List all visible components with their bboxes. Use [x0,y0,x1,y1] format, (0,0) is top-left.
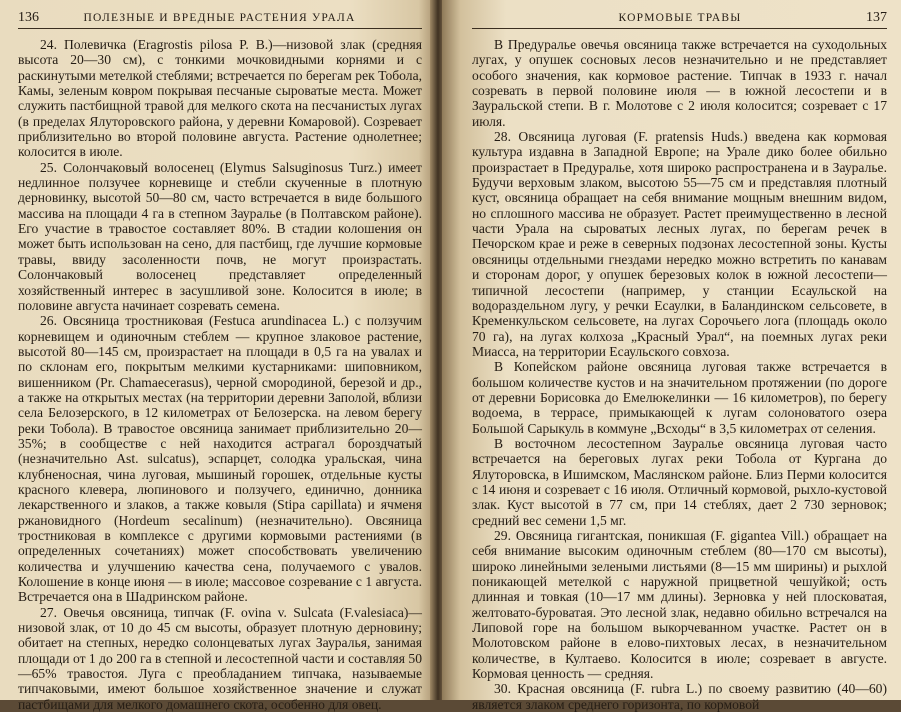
left-page-number: 136 [18,10,39,25]
paragraph-28-kopeysk: В Копейском районе овсяница луговая также встречается в большом количестве кустов и на значительном протяжении (по дороге от деревни Борисовка до Емелюкелинки — 16 километров), по берегу водоема, в террасе, примыкающей к лугам солоноватого озера Большой Сарыкуль в коммуне „Всходы“ в 3,5 километрах от селения. [472,359,887,436]
paragraph-30: 30. Красная овсяница (F. rubra L.) по своему развитию (40—60) является злаком среднего горизонта, по кормовой [472,681,887,712]
paragraph-27: 27. Овечья овсяница, типчак (F. ovina v. Sulcata (F.valesiaca)—низовой злак, от 10 до 45 см высоты, образует плотную дерновину; обитает на степных, нередко солонцеватых лугах Зауралья, занимая площади от 1 до 200 га в степной и лесостепной части и составляя 50—65% травостоя. Луга с преобладанием типчака, называемые типчаковыми, имеют большое хозяйственное значение и служат пастбищами для мелкого домашнего скота, особенно для овец. [18,604,422,712]
paragraph-25: 25. Солончаковый волосенец (Elymus Salsuginosus Turz.) имеет недлинное ползучее корневище и стебли скученные в плотную дерновинку, высотой 50—80 см, часто встречается в виде большого массива на площади 4 га в степном Зауралье (в Полтавском районе). Его участие в травостое составляет 80%. В стадии колошения он может быть использован на сено, для пастбищ, где лучшие кормовые травы, ввиду засоленности почв, не могут произрастать. Солончаковый волосенец представляет определенный хозяйственный интерес в засушливой зоне. Колосится в июле; в половине августа начинает созревать семена. [18,159,422,313]
left-running-head [18,10,422,29]
paragraph-28-east: В восточном лесостепном Зауралье овсяница луговая часто встречается на береговых лугах реки Тобола от Кургана до Ялуторовска, в Ишимском, Маслянском районе. Близ Перми колосится с 14 июня и созревает с 16 июля. Отличный кормовой, рыхло-кустовой злак. Куст высотой в 77 см, при 14 стеблях, дает 2 730 зерновок; средний вес семени 1,5 мг. [472,435,887,528]
left-page-body [18,37,422,712]
paragraph-29: 29. Овсяница гигантская, поникшая (F. gigantea Vill.) обращает на себя внимание высоким одиночным стеблем (80—170 см высоты), широко линейными зелеными листьями (8—15 мм ширины) и рыхлой поникающей метелкой с наружной прицветной чешуйкой; ость длинная и товкая (10—17 мм длины). Зерновка у ней плосковатая, желтовато-буроватая. Это лесной злак, недавно обильно встречался на Липовой горе на большом выкорчеванном участке. Растет он в Молотовском районе в елово-пихтовых лесах, в незначительном количестве, в Култаево. Колосится в июле; созревает в августе. Кормовая ценность — средняя. [472,528,887,682]
paragraph-24: 24. Полевичка (Eragrostis pilosa P. B.)—низовой злак (средняя высота 20—30 см), с тонкими мочковидными корнями и с раскинутыми метелкой стеблями; встречается по берегам рек Тобола, Камы, зеленым ковром покрывая песчаные сыроватые места. Может служить пастбищной травой для мелкого скота на песчанистых лугах (в пределах Ялуторовского района, у деревни Комаровой). Созревает приблизительно во второй половине августа. Растение однолетнее; колосится в июле. [18,37,422,160]
right-page [442,0,901,712]
right-page-number: 137 [866,10,887,25]
left-running-title: ПОЛЕЗНЫЕ И ВРЕДНЫЕ РАСТЕНИЯ УРАЛА [83,12,356,24]
paragraph-28: 28. Овсяница луговая (F. pratensis Huds.) введена как кормовая культура издавна в Западной Европе; на Урале дико более обильно произрастает в Предуралье, хотя широко распространена и в Зауралье. Будучи верховым злаком, высотою 55—75 см и представляя плотный куст, овсяница обращает на себя внимание мощным внешним видом, но сплошного массива не образует. Растет преимущественно в лесной части Урала на сыроватых лесных лугах, по берегам речек в Печорском крае и реже в северных подзонах лесостепной зоны. Кусты овсяницы отдельными гнездами нередко можно встретить по канавам и сторонам дорог, у опушек березовых колок в южной лесостепи—типичной лесостепи (например, у станции Есаульской на водораздельном лугу, у речки Есаулки, в Баландинском сельсовете, в Кременкульском сельсовете, на лугах Сорочьего лога (площадь около 70 га), на лугах колхоза „Красный Урал“, на поемных лугах реки Миасса, на территории Есаульского совхоза. [472,129,887,359]
paragraph-26: 26. Овсяница тростниковая (Festuca arundinacea L.) с ползучим корневищем и одиночным стеблем — крупное злаковое растение, высотой 80—145 см, произрастает на площади в 0,5 га на увалах и по склонам его, покрытым мелкими кустарниками: шиповником, вишенником (Pr. Chamaecerasus), черной смородиной, березой и др., а также на открытых местах (на территории деревни Заполой, вблизи села Белозерского, в 12 километрах от Белозерска. на левом берегу реки Тобола). В травостое овсяница занимает приблизительно 20—35%; в сообществе с ней находится астрагал бороздчатый (незначительно Ast. sulcatus), эспарцет, солодка уральская, чина клубненосная, чина луговая, мышиный горошек, отдельные кусты красного клевера, люпинового и ползучего, единично, донника лекарственного и злаков, а также ковыля (Stipa capillata) и ячменя ржановидного (Hordeum secalinum) (незначительно). Овсяница тростниковая в комплексе с другими кормовыми растениями (в определенных сочетаниях) может способствовать увеличению количества и улучшению качества сена, получаемого с увалов. Колошение в конце июня — в июле; массовое созревание с 1 августа. Встречается она в Шадринском районе. [18,313,422,605]
left-page [0,0,436,712]
paragraph-27-continued: В Предуралье овечья овсяница также встречается на суходольных лугах, у опушек сосновых лесов незначительно и не представляет особого значения, как кормовое растение. Типчак в 1933 г. начал созревать в первой половине июля — в южной лесостепи и в Зауральской степи. В г. Молотове с 2 июля колосится; созревает с 17 июля. [472,37,887,129]
right-running-head [472,10,887,29]
right-running-title: КОРМОВЫЕ ТРАВЫ [618,12,742,24]
right-page-body [472,37,887,712]
